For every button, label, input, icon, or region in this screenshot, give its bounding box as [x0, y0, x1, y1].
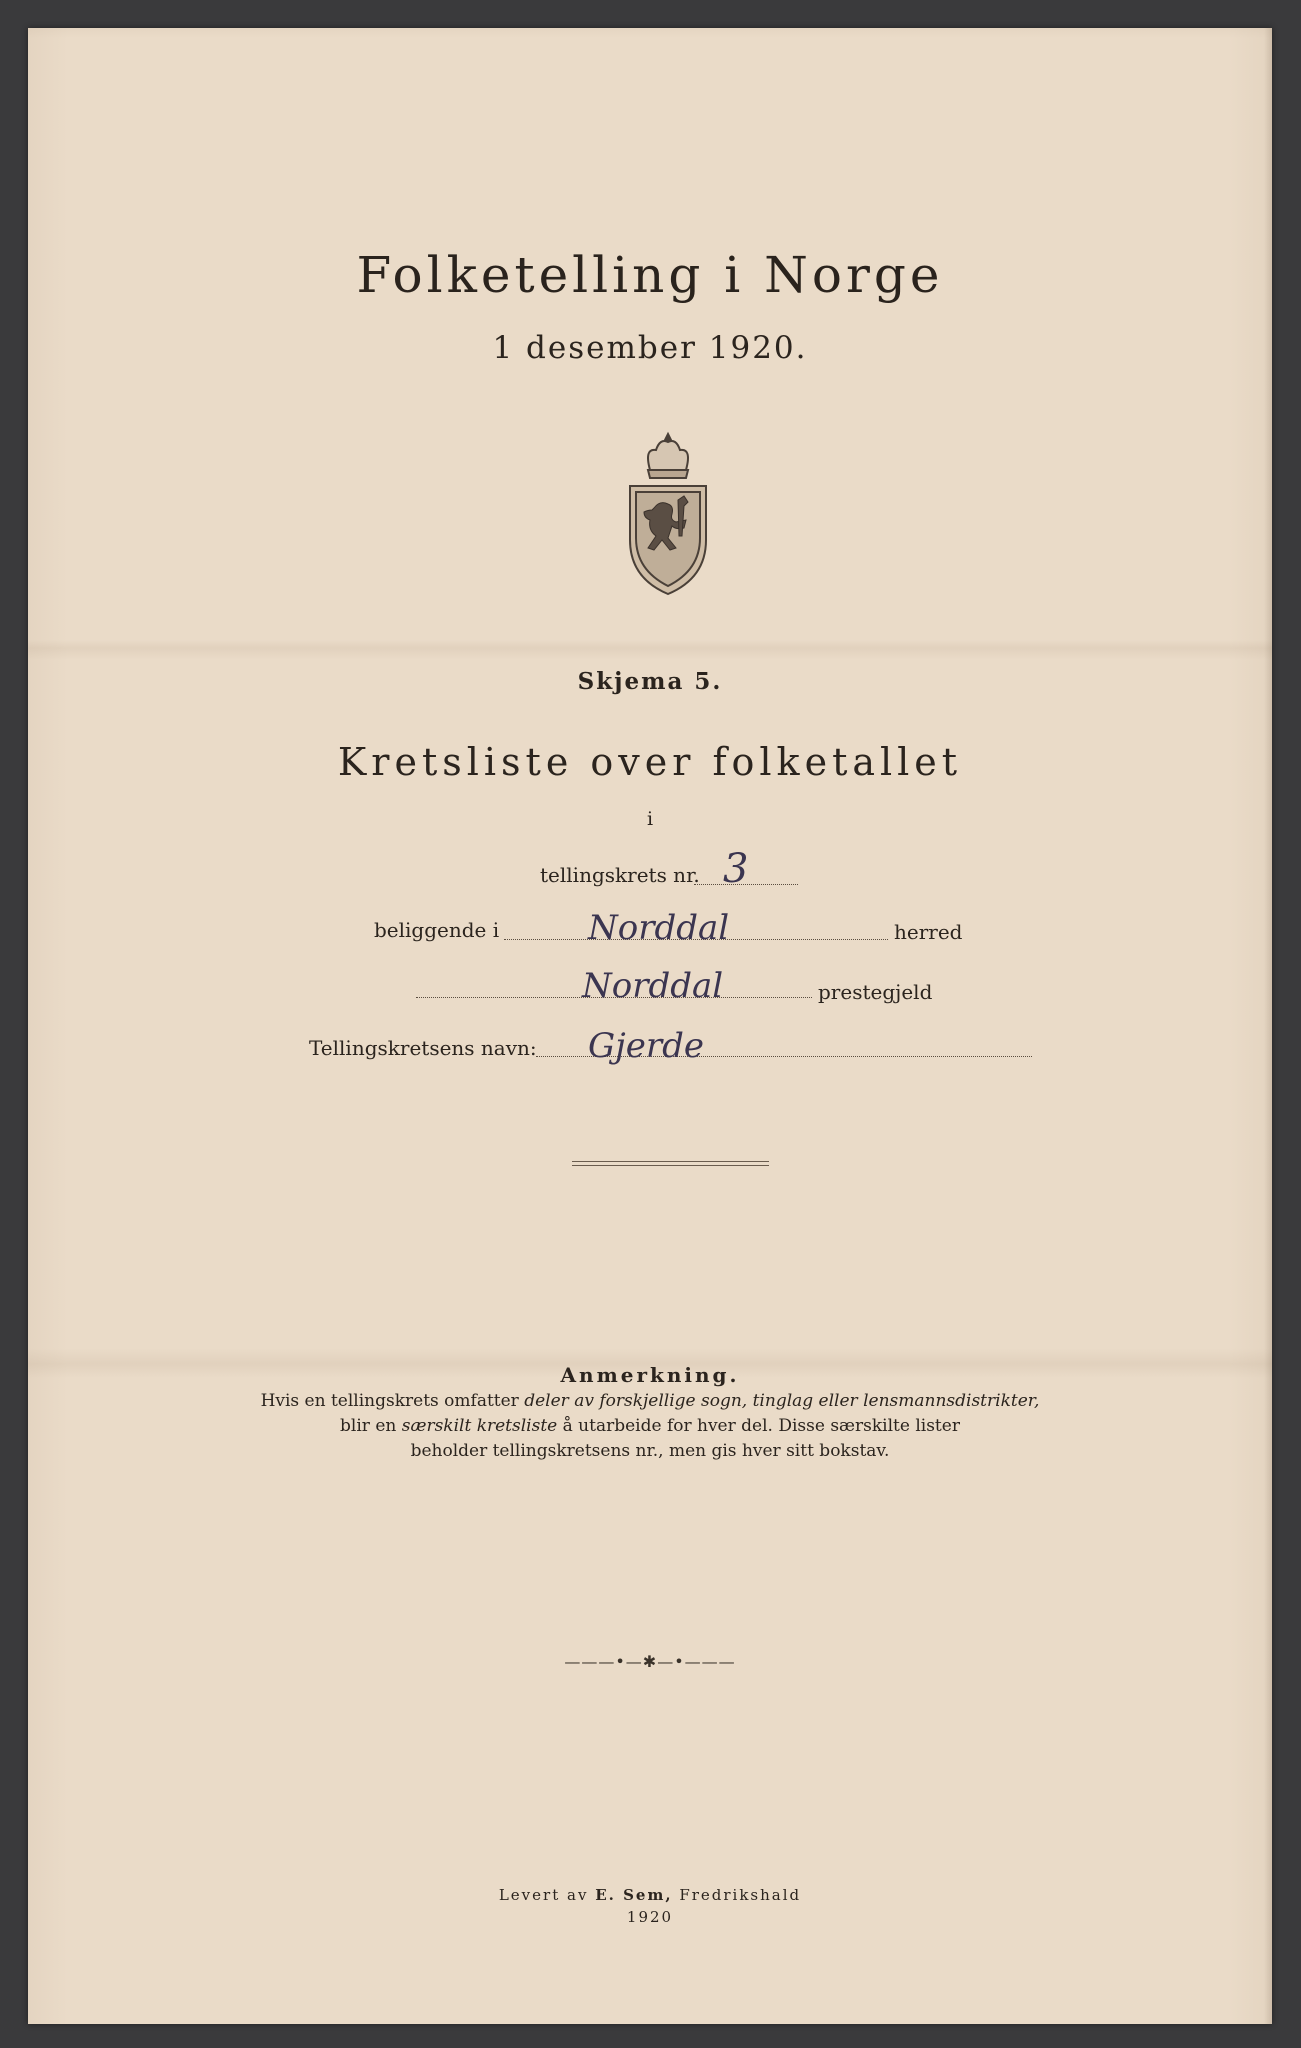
anmerkning-heading: Anmerkning. — [560, 1363, 740, 1387]
page-title: Folketelling i Norge — [356, 246, 944, 304]
anmerkning-line-1 — [28, 1391, 1272, 1411]
herred-value: Norddal — [588, 908, 730, 948]
norway-coat-of-arms-icon — [620, 430, 716, 598]
anmerkning-text: å utarbeide for hver del. Disse særskilte lister — [557, 1416, 960, 1436]
beliggende-label: beliggende i — [374, 918, 500, 942]
kretsnavn-label: Tellingskretsens navn: — [309, 1036, 537, 1060]
census-date: 1 desember 1920. — [492, 330, 808, 366]
prestegjeld-value: Norddal — [582, 966, 724, 1006]
tellingskrets-value: 3 — [723, 846, 749, 892]
kretsnavn-value: Gjerde — [588, 1026, 704, 1066]
printer-credit — [28, 1886, 1272, 1904]
anmerkning-line-2 — [28, 1416, 1272, 1436]
ornament-divider: ———•—✱—•——— — [564, 1652, 736, 1671]
anmerkning-text: blir en — [340, 1416, 402, 1436]
page-edge-shadow — [1264, 28, 1272, 2024]
tellingskrets-label: tellingskrets nr. — [540, 863, 700, 887]
form-i-label: i — [646, 808, 654, 830]
anmerkning-line-3: beholder tellingskretsens nr., men gis hver sitt bokstav. — [410, 1441, 890, 1461]
anmerkning-emphasis: særskilt kretsliste — [401, 1416, 558, 1436]
printer-prefix: Levert av — [498, 1886, 596, 1904]
printer-year: 1920 — [626, 1908, 674, 1926]
anmerkning-text: Hvis en tellingskrets omfatter — [260, 1391, 525, 1411]
census-form-page — [28, 28, 1272, 2024]
schema-label: Skjema 5. — [577, 668, 723, 695]
printer-name: E. Sem, — [595, 1886, 673, 1904]
anmerkning-emphasis: deler av forskjellige sogn, tinglag eller lensmannsdistrikter, — [524, 1391, 1040, 1411]
divider-rule — [572, 1165, 769, 1166]
form-title: Kretsliste over folketallet — [337, 740, 963, 784]
prestegjeld-label: prestegjeld — [818, 980, 933, 1004]
herred-label: herred — [894, 920, 963, 944]
divider-rule — [572, 1161, 769, 1162]
printer-location: Fredrikshald — [672, 1886, 802, 1904]
